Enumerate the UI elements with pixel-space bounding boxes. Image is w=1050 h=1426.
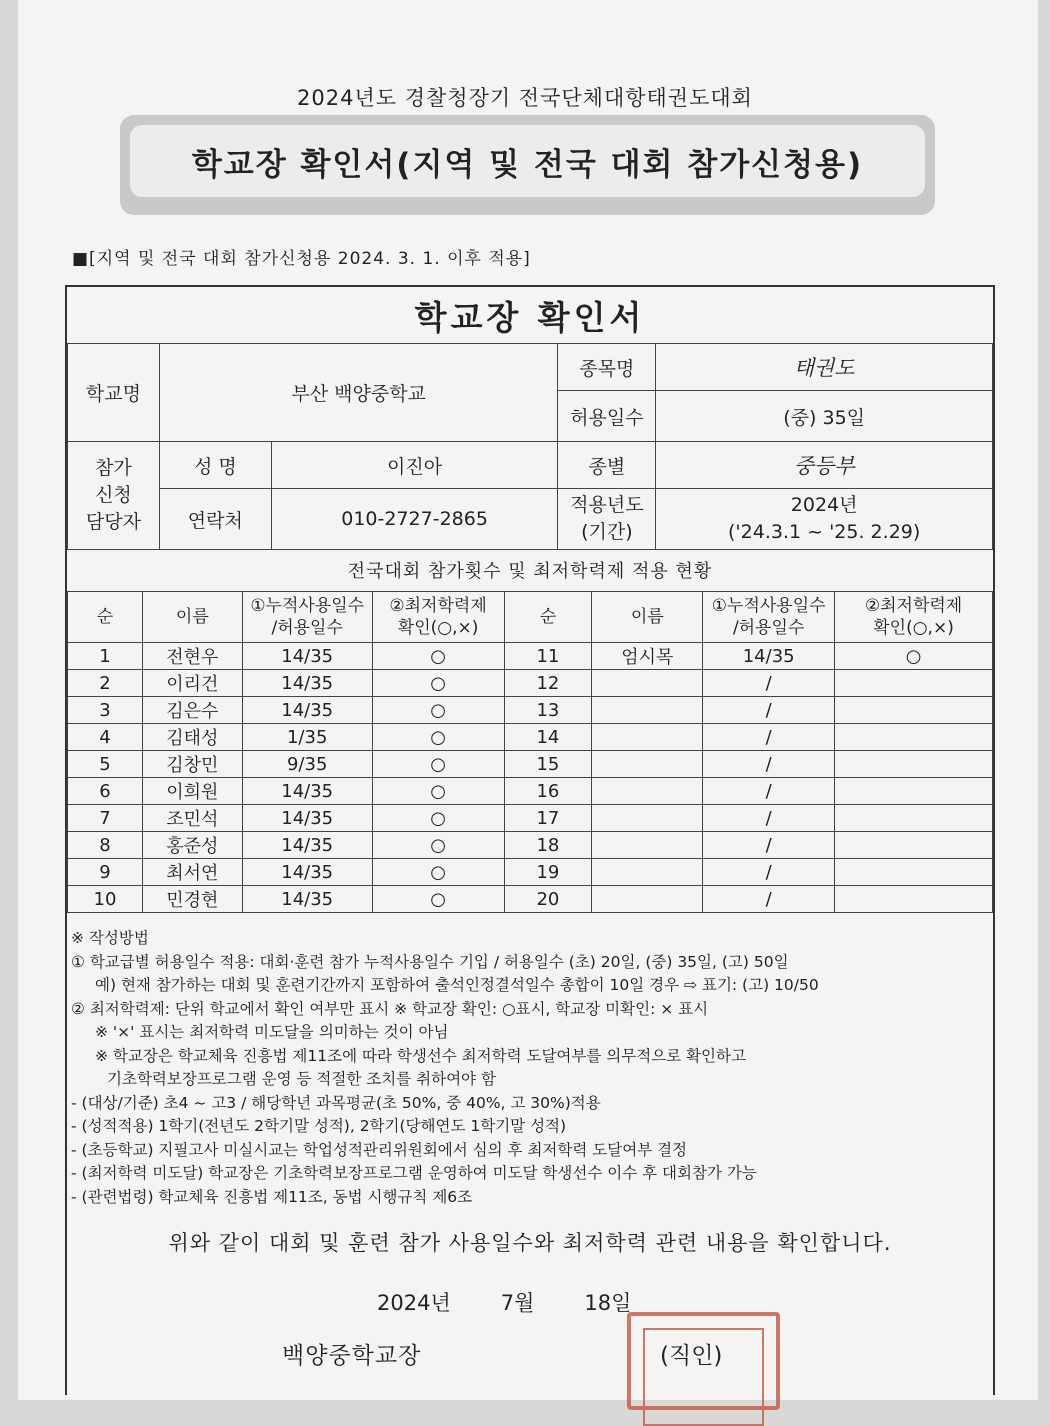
note-1-example: 예) 현재 참가하는 대회 및 훈련기간까지 포함하여 출석인정결석일수 총합이 10일 경우 ⇨ 표기: (고) 10/50: [95, 976, 819, 994]
banner: [120, 115, 935, 215]
signer-title: 백양중학교장: [282, 1343, 422, 1369]
row-days: 14/35: [242, 886, 372, 913]
note-1: ① 학교급별 허용일수 적용: 대회·훈련 참가 누적사용일수 기입 / 허용일수 (초) 20일, (중) 35일, (고) 50일: [71, 952, 789, 971]
row-check: [835, 805, 993, 832]
school-value: 부산 백양중학교: [159, 344, 558, 442]
event-title: 2024년도 경찰청장기 전국단체대항태권도대회: [297, 86, 753, 110]
row-days: 14/35: [242, 778, 372, 805]
row-no: 19: [504, 859, 592, 886]
row-name: 민경현: [142, 886, 242, 913]
header-check: ②최저학력제 확인(○,×): [372, 592, 504, 643]
table-row: [68, 724, 993, 751]
header-days: ①누적사용일수 /허용일수: [703, 592, 835, 643]
row-name: 이희원: [142, 778, 242, 805]
school-label: 학교명: [68, 344, 160, 442]
row-no: 14: [504, 724, 592, 751]
table-row: [68, 643, 993, 670]
row-days: /: [703, 832, 835, 859]
row-days: /: [703, 805, 835, 832]
year-label: 적용년도 (기간): [558, 489, 656, 550]
detail-5: - (관련법령) 학교체육 진흥법 제11조, 동법 시행규칙 제6조: [71, 1187, 473, 1206]
days-value: (중) 35일: [656, 391, 993, 442]
row-check: [835, 724, 993, 751]
row-name: 엄시목: [592, 643, 703, 670]
note-2: ② 최저학력제: 단위 학교에서 확인 여부만 표시 ※ 학교장 확인: ○표시, 학교장 미확인: × 표시: [71, 999, 709, 1018]
table-row: [68, 751, 993, 778]
row-no: 13: [504, 697, 592, 724]
row-check: ○: [372, 670, 504, 697]
row-check: [835, 832, 993, 859]
date-month: 7월: [500, 1291, 535, 1315]
header-days: ①누적사용일수 /허용일수: [242, 592, 372, 643]
sport-value: 태권도: [656, 344, 993, 391]
seal-label: (직인): [660, 1343, 723, 1369]
notes-heading: ※ 작성방법: [71, 929, 149, 947]
row-days: 14/35: [242, 670, 372, 697]
table-row: [68, 670, 993, 697]
header-name: 이름: [142, 592, 242, 643]
row-name: [592, 832, 703, 859]
days-label: 허용일수: [558, 391, 656, 442]
row-name: [592, 697, 703, 724]
row-days: /: [703, 670, 835, 697]
date-year: 2024년: [377, 1291, 451, 1315]
table-row: [68, 778, 993, 805]
header-check: ②최저학력제 확인(○,×): [835, 592, 993, 643]
row-name: [592, 886, 703, 913]
row-days: 1/35: [242, 724, 372, 751]
sport-label: 종목명: [558, 344, 656, 391]
row-no: 5: [68, 751, 143, 778]
row-no: 6: [68, 778, 143, 805]
row-name: [592, 778, 703, 805]
table-row: [68, 832, 993, 859]
instructions: [71, 927, 991, 1209]
row-check: ○: [372, 859, 504, 886]
row-no: 2: [68, 670, 143, 697]
row-days: /: [703, 886, 835, 913]
row-no: 12: [504, 670, 592, 697]
row-days: /: [703, 697, 835, 724]
row-check: ○: [372, 778, 504, 805]
row-check: ○: [372, 697, 504, 724]
date-day: 18일: [584, 1291, 632, 1315]
row-days: /: [703, 778, 835, 805]
row-check: ○: [835, 643, 993, 670]
row-check: [835, 751, 993, 778]
row-no: 15: [504, 751, 592, 778]
category-label: 종별: [558, 442, 656, 489]
row-name: [592, 724, 703, 751]
row-name: 이리건: [142, 670, 242, 697]
row-name: [592, 805, 703, 832]
signature-date: [377, 1287, 631, 1317]
row-days: 14/35: [242, 832, 372, 859]
row-check: [835, 859, 993, 886]
detail-4: - (최저학력 미도달) 학교장은 기초학력보장프로그램 운영하여 미도달 학생선수 이수 후 대회참가 가능: [71, 1164, 757, 1182]
contact-value: 010-2727-2865: [271, 489, 558, 550]
confirmation-statement: 위와 같이 대회 및 훈련 참가 사용일수와 최저학력 관련 내용을 확인합니다.: [168, 1231, 892, 1255]
row-days: 9/35: [242, 751, 372, 778]
row-name: 김태성: [142, 724, 242, 751]
info-table: [67, 343, 993, 550]
row-name: 조민석: [142, 805, 242, 832]
note-4: ※ 학교장은 학교체육 진흥법 제11조에 따라 학생선수 최저학력 도달여부를 의무적으로 확인하고: [95, 1046, 746, 1065]
category-value: 중등부: [656, 442, 993, 489]
detail-2: - (성적적용) 1학기(전년도 2학기말 성적), 2학기(당해연도 1학기말 성적): [71, 1117, 567, 1135]
row-no: 7: [68, 805, 143, 832]
row-no: 9: [68, 859, 143, 886]
header-no: 순: [68, 592, 143, 643]
table-row: [68, 805, 993, 832]
row-no: 10: [68, 886, 143, 913]
row-no: 1: [68, 643, 143, 670]
name-value: 이진아: [271, 442, 558, 489]
row-days: /: [703, 859, 835, 886]
row-no: 20: [504, 886, 592, 913]
row-name: [592, 670, 703, 697]
row-name: 김은수: [142, 697, 242, 724]
row-days: /: [703, 751, 835, 778]
form-frame: [65, 285, 995, 1395]
contact-label: 연락처: [159, 489, 271, 550]
row-check: ○: [372, 751, 504, 778]
detail-3: - (초등학교) 지필고사 미실시교는 학업성적관리위원회에서 심의 후 최저학력 도달여부 결정: [71, 1140, 688, 1159]
note-3: ※ '×' 표시는 최저학력 미도달을 의미하는 것이 아님: [95, 1023, 449, 1041]
applicability-note: ■[지역 및 전국 대회 참가신청용 2024. 3. 1. 이후 적용]: [72, 249, 531, 269]
row-days: 14/35: [703, 643, 835, 670]
form-title: 학교장 확인서: [67, 287, 993, 344]
row-days: 14/35: [242, 697, 372, 724]
name-label: 성 명: [159, 442, 271, 489]
year-value: 2024년 ('24.3.1 ~ '25. 2.29): [656, 489, 993, 550]
header-name: 이름: [592, 592, 703, 643]
row-no: 3: [68, 697, 143, 724]
row-check: ○: [372, 643, 504, 670]
row-no: 17: [504, 805, 592, 832]
person-label: 참가 신청 담당자: [68, 442, 160, 550]
row-no: 11: [504, 643, 592, 670]
row-check: ○: [372, 805, 504, 832]
row-check: ○: [372, 832, 504, 859]
row-check: ○: [372, 724, 504, 751]
status-title: 전국대회 참가횟수 및 최저학력제 적용 현황: [67, 549, 993, 592]
row-check: [835, 886, 993, 913]
row-check: [835, 670, 993, 697]
row-days: 14/35: [242, 805, 372, 832]
row-name: 김창민: [142, 751, 242, 778]
row-no: 18: [504, 832, 592, 859]
row-name: [592, 751, 703, 778]
row-name: [592, 859, 703, 886]
row-check: [835, 778, 993, 805]
row-days: 14/35: [242, 643, 372, 670]
row-days: 14/35: [242, 859, 372, 886]
row-no: 16: [504, 778, 592, 805]
row-check: ○: [372, 886, 504, 913]
table-row: [68, 886, 993, 913]
banner-title: 학교장 확인서(지역 및 전국 대회 참가신청용): [130, 125, 925, 197]
row-check: [835, 697, 993, 724]
note-4-cont: 기초학력보장프로그램 운영 등 적절한 조치를 취하여야 함: [107, 1070, 496, 1088]
row-name: 홍준성: [142, 832, 242, 859]
row-name: 최서연: [142, 859, 242, 886]
status-table: [67, 591, 993, 913]
detail-1: - (대상/기준) 초4 ~ 고3 / 해당학년 과목평균(초 50%, 중 40%, 고 30%)적용: [71, 1093, 601, 1112]
row-no: 4: [68, 724, 143, 751]
status-rows: [68, 643, 993, 913]
table-row: [68, 697, 993, 724]
table-row: [68, 859, 993, 886]
row-no: 8: [68, 832, 143, 859]
row-name: 전현우: [142, 643, 242, 670]
row-days: /: [703, 724, 835, 751]
header-no: 순: [504, 592, 592, 643]
